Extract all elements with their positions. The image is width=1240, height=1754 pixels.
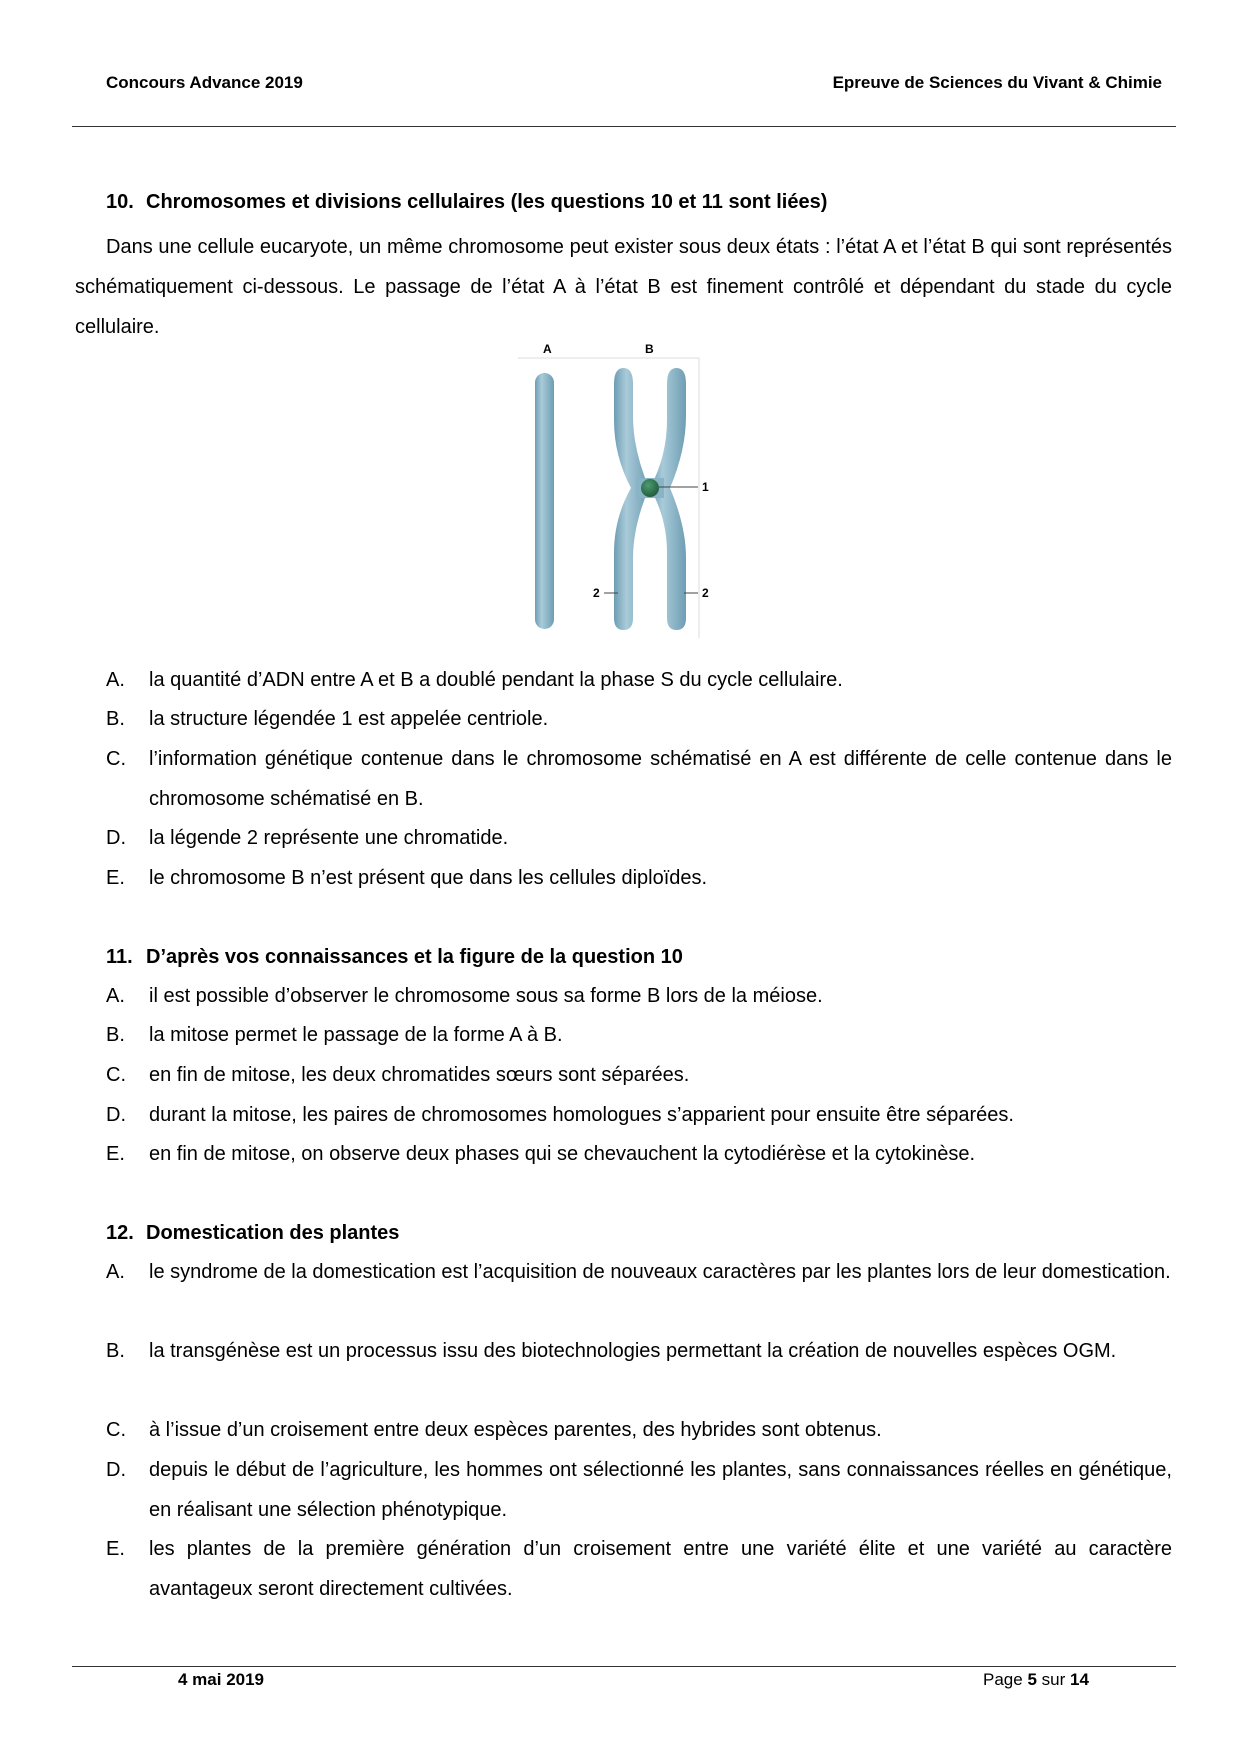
chromosome-figure bbox=[518, 338, 718, 638]
option-text: les plantes de la première génération d’un croisement entre une variété élite et une variété au caractère avantageux seront directement cultivées. bbox=[149, 1538, 1172, 1600]
option-letter: B. bbox=[106, 1340, 125, 1362]
option-text: l’information génétique contenue dans le chromosome schématisé en A est différente de celle contenue dans le chromosome schématisé en B. bbox=[149, 748, 1172, 810]
q10-option-e bbox=[106, 858, 1172, 898]
q10-option-b bbox=[106, 699, 1172, 739]
question-12-title bbox=[106, 1222, 399, 1245]
label-b: B bbox=[645, 342, 654, 356]
option-text: en fin de mitose, on observe deux phases qui se chevauchent la cytodiérèse et la cytokinèse. bbox=[149, 1143, 976, 1165]
option-text: la légende 2 représente une chromatide. bbox=[149, 827, 509, 849]
question-title-text: Chromosomes et divisions cellulaires (les questions 10 et 11 sont liées) bbox=[146, 191, 828, 213]
option-letter: D. bbox=[106, 1459, 126, 1481]
header-exam-subject: Epreuve de Sciences du Vivant & Chimie bbox=[832, 73, 1162, 92]
option-letter: E. bbox=[106, 1143, 125, 1165]
header-divider bbox=[72, 126, 1176, 127]
option-letter: C. bbox=[106, 748, 126, 770]
page-total: 14 bbox=[1070, 1670, 1089, 1689]
q11-option-e bbox=[106, 1134, 1172, 1174]
callout-2-left-label: 2 bbox=[593, 586, 600, 600]
chromosome-a bbox=[535, 373, 554, 629]
option-letter: C. bbox=[106, 1419, 126, 1441]
option-text: en fin de mitose, les deux chromatides sœurs sont séparées. bbox=[149, 1064, 690, 1086]
chromatid-left bbox=[614, 368, 649, 630]
question-title-text: D’après vos connaissances et la figure de la question 10 bbox=[146, 946, 683, 968]
option-letter: B. bbox=[106, 708, 125, 730]
q12-option-c bbox=[106, 1410, 1172, 1450]
option-text: durant la mitose, les paires de chromosomes homologues s’apparient pour ensuite être séparées. bbox=[149, 1104, 1014, 1126]
option-letter: A. bbox=[106, 1261, 125, 1283]
chromosome-diagram bbox=[518, 338, 718, 638]
q11-option-d bbox=[106, 1095, 1172, 1135]
footer-divider bbox=[72, 1666, 1176, 1667]
q12-option-d bbox=[106, 1450, 1172, 1530]
footer-page-number bbox=[983, 1670, 1089, 1690]
footer-date: 4 mai 2019 bbox=[178, 1670, 265, 1689]
q11-option-c bbox=[106, 1055, 1172, 1095]
q11-option-a bbox=[106, 976, 1172, 1016]
option-text: le chromosome B n’est présent que dans les cellules diploïdes. bbox=[149, 867, 708, 889]
question-number: 10. bbox=[106, 191, 134, 213]
chromatid-right bbox=[650, 368, 686, 630]
option-text: la structure légendée 1 est appelée centriole. bbox=[149, 708, 549, 730]
question-11-title bbox=[106, 946, 683, 969]
centromere bbox=[641, 479, 659, 497]
option-letter: E. bbox=[106, 867, 125, 889]
option-letter: D. bbox=[106, 1104, 126, 1126]
question-number: 12. bbox=[106, 1222, 134, 1244]
option-letter: A. bbox=[106, 669, 125, 691]
option-letter: C. bbox=[106, 1064, 126, 1086]
option-text: depuis le début de l’agriculture, les hommes ont sélectionné les plantes, sans connaissances réelles en génétique, en réalisant une sélection phénotypique. bbox=[149, 1459, 1172, 1521]
q12-option-a bbox=[106, 1252, 1172, 1292]
page-word: Page bbox=[983, 1670, 1023, 1689]
question-10-title bbox=[106, 191, 827, 214]
question-title-text: Domestication des plantes bbox=[146, 1222, 400, 1244]
label-a: A bbox=[543, 342, 552, 356]
option-text: il est possible d’observer le chromosome sous sa forme B lors de la méiose. bbox=[149, 985, 823, 1007]
q10-option-c bbox=[106, 739, 1172, 819]
callout-1-label: 1 bbox=[702, 480, 709, 494]
option-text: la transgénèse est un processus issu des biotechnologies permettant la création de nouvelles espèces OGM. bbox=[149, 1340, 1117, 1362]
q12-option-b bbox=[106, 1331, 1172, 1371]
q11-option-b bbox=[106, 1015, 1172, 1055]
option-letter: B. bbox=[106, 1024, 125, 1046]
option-letter: E. bbox=[106, 1538, 125, 1560]
q10-option-d bbox=[106, 818, 1172, 858]
option-text: la mitose permet le passage de la forme A à B. bbox=[149, 1024, 563, 1046]
option-text: à l’issue d’un croisement entre deux espèces parentes, des hybrides sont obtenus. bbox=[149, 1419, 882, 1441]
question-number: 11. bbox=[106, 946, 133, 968]
option-letter: D. bbox=[106, 827, 126, 849]
callout-2-right-label: 2 bbox=[702, 586, 709, 600]
question-10-intro: Dans une cellule eucaryote, un même chromosome peut exister sous deux états : l’état A et l’état B qui sont représentés schématiquement ci-dessous. Le passage de l’état A à l’état B est finement contrôlé et dépendant du stade du cycle cellulaire. bbox=[75, 236, 1172, 338]
option-text: la quantité d’ADN entre A et B a doublé pendant la phase S du cycle cellulaire. bbox=[149, 669, 843, 691]
q12-option-e bbox=[106, 1529, 1172, 1609]
page-sep: sur bbox=[1041, 1670, 1066, 1689]
header-exam-title: Concours Advance 2019 bbox=[106, 73, 303, 92]
option-text: le syndrome de la domestication est l’acquisition de nouveaux caractères par les plantes lors de leur domestication. bbox=[149, 1261, 1171, 1283]
page-current: 5 bbox=[1027, 1670, 1037, 1689]
q10-option-a bbox=[106, 660, 1172, 700]
option-letter: A. bbox=[106, 985, 125, 1007]
